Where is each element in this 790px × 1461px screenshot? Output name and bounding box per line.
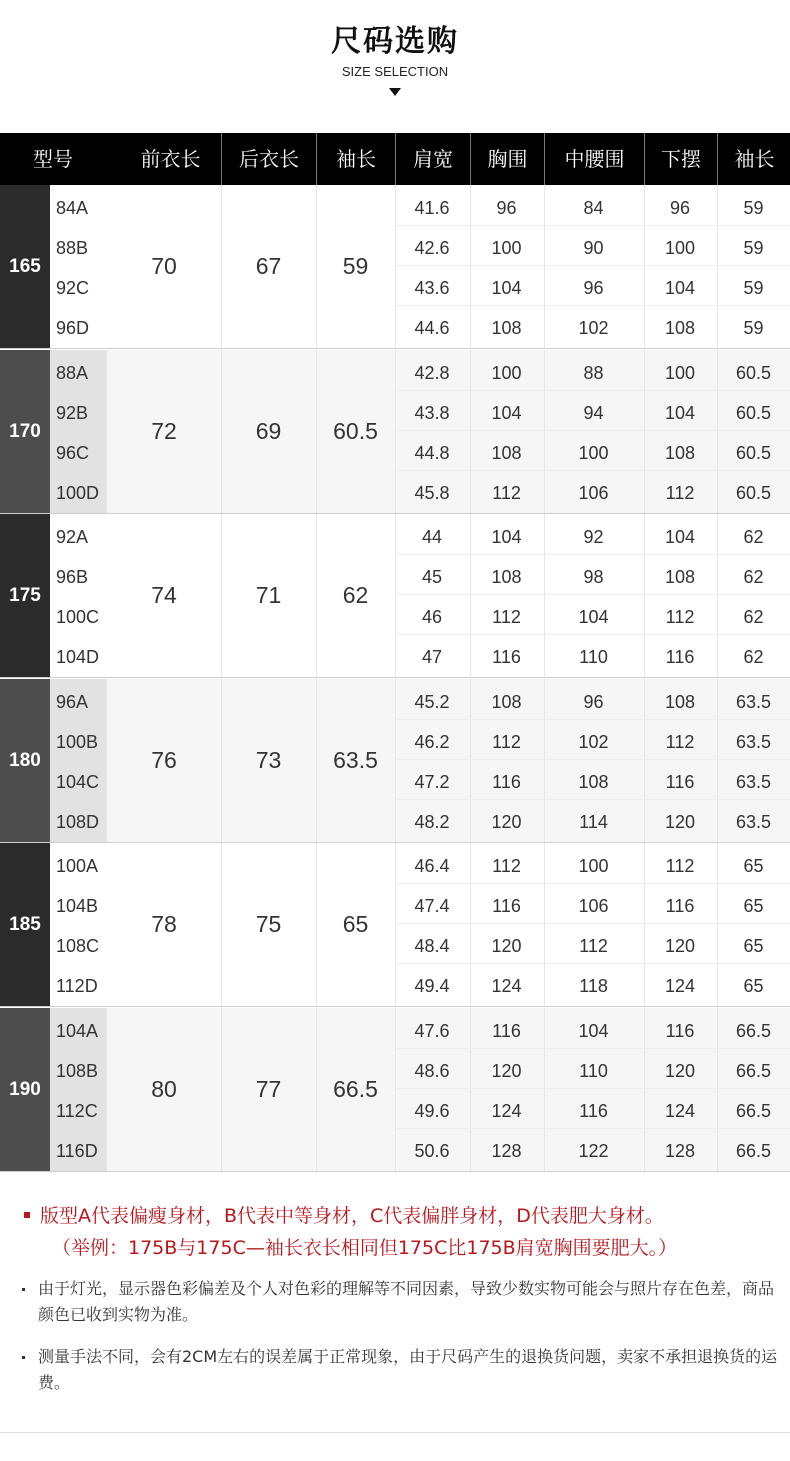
cell-hem: 116	[665, 896, 695, 916]
cell-waist: 110	[579, 647, 608, 667]
cell-sleeve: 60.5	[735, 362, 772, 383]
cell-waist: 102	[578, 731, 609, 752]
model-code: 104A	[56, 1020, 99, 1041]
note-color-difference	[20, 1276, 780, 1328]
cell-chest: 124	[491, 976, 522, 996]
cell-sleeve: 66.5	[735, 1140, 772, 1161]
cell-sleeve: 63.5	[735, 731, 772, 752]
sleeve-length-value: 66.5	[333, 1075, 378, 1102]
group-body	[50, 679, 790, 842]
column-divider	[221, 514, 222, 677]
header-chest: 胸围	[470, 133, 544, 185]
cell-hem: 124	[664, 1100, 696, 1121]
cell-sleeve: 65	[743, 936, 764, 956]
front-length-value: 70	[151, 253, 177, 279]
cell-waist: 114	[579, 811, 608, 832]
column-divider	[221, 1008, 222, 1171]
cell-sleeve: 66.5	[735, 1100, 772, 1121]
size-group	[0, 843, 790, 1007]
model-code: 108B	[56, 1060, 99, 1081]
cell-shoulder: 46.4	[414, 856, 450, 876]
cell-shoulder: 47.2	[414, 771, 450, 792]
group-height: 190	[0, 1008, 50, 1171]
cell-hem: 128	[664, 1140, 696, 1161]
cell-shoulder: 44	[421, 527, 443, 547]
header-model: 型号	[33, 147, 73, 171]
model-code: 88B	[56, 238, 89, 258]
header-hem: 下摆	[644, 133, 717, 185]
group-body	[50, 185, 790, 348]
model-code: 104B	[56, 896, 99, 916]
cell-waist: 88	[583, 362, 604, 383]
page-subtitle: SIZE SELECTION	[341, 64, 449, 79]
column-divider	[221, 185, 222, 348]
cell-hem: 104	[664, 402, 696, 423]
group-body	[50, 1008, 790, 1171]
cell-shoulder: 44.8	[414, 442, 450, 463]
model-code-column	[50, 514, 107, 677]
cell-sleeve: 60.5	[735, 442, 772, 463]
cell-hem: 108	[664, 691, 696, 712]
sleeve-length-value: 60.5	[333, 417, 378, 444]
cell-sleeve: 62	[743, 607, 764, 627]
cell-sleeve: 60.5	[735, 482, 772, 503]
cell-chest: 108	[491, 691, 522, 712]
size-group	[0, 679, 790, 843]
cell-hem: 100	[664, 362, 696, 383]
model-code: 112C	[56, 1100, 98, 1121]
cell-sleeve: 63.5	[735, 691, 772, 712]
cell-shoulder: 42.8	[414, 362, 450, 383]
cell-waist: 122	[578, 1140, 609, 1161]
cell-waist: 100	[578, 856, 609, 876]
cell-hem: 108	[664, 318, 696, 338]
header-sleeve: 袖长	[316, 133, 395, 185]
cell-sleeve: 59	[743, 238, 764, 258]
cell-waist: 96	[583, 691, 604, 712]
size-group	[0, 1008, 790, 1172]
front-length-value: 80	[151, 1075, 177, 1102]
group-height: 165	[0, 185, 50, 348]
header-sleeve-2: 袖长	[717, 133, 790, 185]
model-code: 84A	[56, 198, 89, 218]
cell-waist: 106	[578, 896, 609, 916]
cell-chest: 124	[491, 1100, 522, 1121]
note-color-text: 由于灯光，显示器色彩偏差及个人对色彩的理解等不同因素，导致少数实物可能会与照片存在色差，商品颜色已收到实物为准。	[38, 1279, 775, 1324]
model-code: 100A	[56, 856, 99, 876]
size-group	[0, 185, 790, 349]
cell-sleeve: 62	[743, 527, 764, 547]
cell-sleeve: 62	[743, 647, 764, 667]
cell-hem: 108	[664, 442, 696, 463]
model-code: 100C	[56, 607, 100, 627]
cell-waist: 98	[583, 567, 604, 587]
cell-chest: 108	[491, 442, 522, 463]
sleeve-length-value: 62	[342, 582, 369, 608]
cell-sleeve: 59	[743, 318, 764, 338]
cell-waist: 92	[583, 527, 604, 547]
cell-chest: 104	[491, 402, 522, 423]
cell-chest: 120	[491, 811, 522, 832]
group-height: 185	[0, 843, 50, 1006]
note-size-types-line1: 版型A代表偏瘦身材，B代表中等身材，C代表偏胖身材，D代表肥大身材。	[40, 1205, 664, 1227]
cell-waist: 84	[583, 198, 604, 218]
model-code: 88A	[56, 362, 89, 383]
model-code: 108D	[56, 811, 100, 832]
column-divider	[316, 350, 317, 513]
front-length-value: 74	[151, 582, 177, 608]
sleeve-length-value: 59	[342, 253, 369, 279]
cell-shoulder: 47.4	[414, 896, 450, 916]
cell-waist: 106	[578, 482, 609, 503]
cell-hem: 116	[665, 647, 695, 667]
cell-hem: 108	[664, 567, 696, 587]
cell-chest: 128	[491, 1140, 522, 1161]
column-divider	[316, 514, 317, 677]
cell-chest: 112	[492, 607, 521, 627]
note-measurement-text: 测量手法不同，会有2CM左右的误差属于正常现象，由于尺码产生的退换货问题，卖家不承担退换货的运费。	[38, 1347, 778, 1392]
back-length-value: 69	[255, 417, 282, 444]
cell-hem: 96	[669, 198, 691, 218]
cell-hem: 104	[664, 278, 696, 298]
model-code: 92C	[56, 278, 90, 298]
note-measurement-error	[20, 1344, 780, 1396]
back-length-value: 71	[255, 582, 282, 608]
cell-chest: 120	[491, 1060, 522, 1081]
cell-sleeve: 60.5	[735, 402, 772, 423]
model-code: 96C	[56, 442, 90, 463]
model-code: 112D	[56, 976, 98, 996]
cell-chest: 108	[491, 318, 522, 338]
cell-shoulder: 48.2	[414, 811, 450, 832]
cell-waist: 118	[579, 976, 608, 996]
cell-waist: 110	[579, 1060, 608, 1081]
cell-hem: 112	[665, 856, 695, 876]
cell-sleeve: 66.5	[735, 1060, 772, 1081]
triangle-down-icon	[389, 88, 401, 96]
cell-shoulder: 46.2	[414, 731, 450, 752]
cell-shoulder: 48.6	[414, 1060, 450, 1081]
cell-shoulder: 47.6	[414, 1020, 450, 1041]
cell-waist: 104	[578, 607, 609, 627]
cell-waist: 100	[578, 442, 609, 463]
cell-shoulder: 41.6	[414, 198, 450, 218]
header-shoulder: 肩宽	[395, 133, 470, 185]
cell-chest: 116	[492, 647, 521, 667]
size-group	[0, 350, 790, 514]
bottom-divider	[0, 1432, 790, 1433]
model-code: 96B	[56, 567, 89, 587]
cell-shoulder: 45.2	[414, 691, 450, 712]
cell-sleeve: 62	[743, 567, 764, 587]
cell-shoulder: 43.8	[414, 402, 450, 423]
model-code: 104D	[56, 647, 100, 667]
model-code-column	[50, 679, 107, 842]
cell-shoulder: 49.4	[414, 976, 450, 996]
back-length-value: 77	[255, 1075, 282, 1102]
cell-hem: 112	[665, 607, 695, 627]
page-heading	[0, 22, 790, 96]
group-divider	[0, 1171, 790, 1172]
cell-hem: 112	[665, 482, 695, 503]
dot-bullet-icon	[22, 1288, 25, 1291]
square-bullet-icon	[24, 1212, 30, 1218]
model-code-column	[50, 843, 107, 1006]
cell-chest: 116	[492, 896, 521, 916]
cell-waist: 96	[583, 278, 604, 298]
model-code: 100B	[56, 731, 99, 752]
cell-shoulder: 43.6	[414, 278, 450, 298]
front-length-value: 72	[151, 417, 177, 444]
cell-sleeve: 59	[743, 198, 764, 218]
model-code-column	[50, 350, 107, 513]
model-code: 92B	[56, 402, 89, 423]
header-back-length: 后衣长	[221, 133, 316, 185]
sleeve-length-value: 65	[342, 911, 369, 937]
model-code: 108C	[56, 936, 100, 956]
note-size-types-line2: （举例：175B与175C—袖长衣长相同但175C比175B肩宽胸围要肥大。）	[52, 1237, 678, 1259]
group-height: 170	[0, 350, 50, 513]
cell-shoulder: 44.6	[414, 318, 450, 338]
front-length-value: 76	[151, 746, 177, 773]
cell-sleeve: 59	[743, 278, 764, 298]
cell-waist: 102	[578, 318, 609, 338]
model-code: 92A	[56, 527, 89, 547]
column-divider	[316, 843, 317, 1006]
cell-chest: 116	[492, 1020, 521, 1041]
model-code: 104C	[56, 771, 100, 792]
header-front-length: 前衣长	[140, 147, 201, 171]
cell-shoulder: 42.6	[414, 238, 450, 258]
cell-chest: 104	[491, 278, 522, 298]
cell-hem: 120	[664, 936, 696, 956]
cell-shoulder: 49.6	[414, 1100, 450, 1121]
cell-waist: 94	[583, 402, 604, 423]
dot-bullet-icon	[22, 1356, 25, 1359]
model-code: 100D	[56, 482, 100, 503]
column-divider	[316, 185, 317, 348]
cell-sleeve: 63.5	[735, 771, 772, 792]
column-divider	[316, 679, 317, 842]
model-code-column	[50, 185, 107, 348]
model-code: 96D	[56, 318, 90, 338]
back-length-value: 73	[255, 746, 282, 773]
cell-shoulder: 45.8	[414, 482, 450, 503]
group-height: 180	[0, 679, 50, 842]
cell-sleeve: 65	[743, 856, 764, 876]
cell-shoulder: 47	[421, 647, 443, 667]
column-divider	[316, 1008, 317, 1171]
cell-chest: 100	[491, 362, 522, 383]
cell-chest: 108	[491, 567, 522, 587]
cell-chest: 116	[492, 771, 521, 792]
cell-waist: 112	[579, 936, 608, 956]
cell-chest: 104	[491, 527, 522, 547]
cell-hem: 120	[664, 1060, 696, 1081]
cell-chest: 112	[492, 731, 521, 752]
front-length-value: 78	[151, 911, 177, 937]
cell-sleeve: 65	[743, 976, 764, 996]
back-length-value: 75	[255, 911, 282, 937]
column-divider	[221, 350, 222, 513]
cell-hem: 124	[664, 976, 696, 996]
cell-sleeve: 66.5	[735, 1020, 772, 1041]
cell-waist: 90	[583, 238, 604, 258]
cell-waist: 108	[578, 771, 609, 792]
cell-chest: 96	[496, 198, 517, 218]
cell-hem: 116	[665, 1020, 695, 1041]
model-code: 116D	[56, 1140, 98, 1161]
cell-waist: 116	[579, 1100, 608, 1121]
sleeve-length-value: 63.5	[333, 746, 378, 773]
cell-hem: 120	[664, 811, 696, 832]
header-waist: 中腰围	[544, 133, 644, 185]
cell-shoulder: 48.4	[414, 936, 450, 956]
cell-hem: 104	[664, 527, 696, 547]
cell-waist: 104	[578, 1020, 609, 1041]
column-divider	[221, 679, 222, 842]
cell-sleeve: 65	[743, 896, 764, 916]
cell-chest: 120	[491, 936, 522, 956]
model-code: 96A	[56, 691, 89, 712]
column-divider	[221, 843, 222, 1006]
cell-hem: 100	[664, 238, 696, 258]
cell-shoulder: 50.6	[414, 1140, 450, 1161]
group-height: 175	[0, 514, 50, 677]
group-body	[50, 514, 790, 677]
group-body	[50, 350, 790, 513]
back-length-value: 67	[255, 253, 282, 279]
group-body	[50, 843, 790, 1006]
size-group	[0, 514, 790, 678]
note-size-types	[20, 1200, 780, 1264]
table-header	[0, 133, 790, 185]
cell-hem: 112	[665, 731, 695, 752]
cell-chest: 112	[492, 856, 521, 876]
cell-chest: 100	[491, 238, 522, 258]
cell-chest: 112	[492, 482, 521, 503]
cell-hem: 116	[665, 771, 695, 792]
model-code-column	[50, 1008, 107, 1171]
cell-shoulder: 45	[421, 567, 443, 587]
cell-shoulder: 46	[421, 607, 443, 627]
cell-sleeve: 63.5	[735, 811, 772, 832]
page-title: 尺码选购	[331, 24, 459, 59]
